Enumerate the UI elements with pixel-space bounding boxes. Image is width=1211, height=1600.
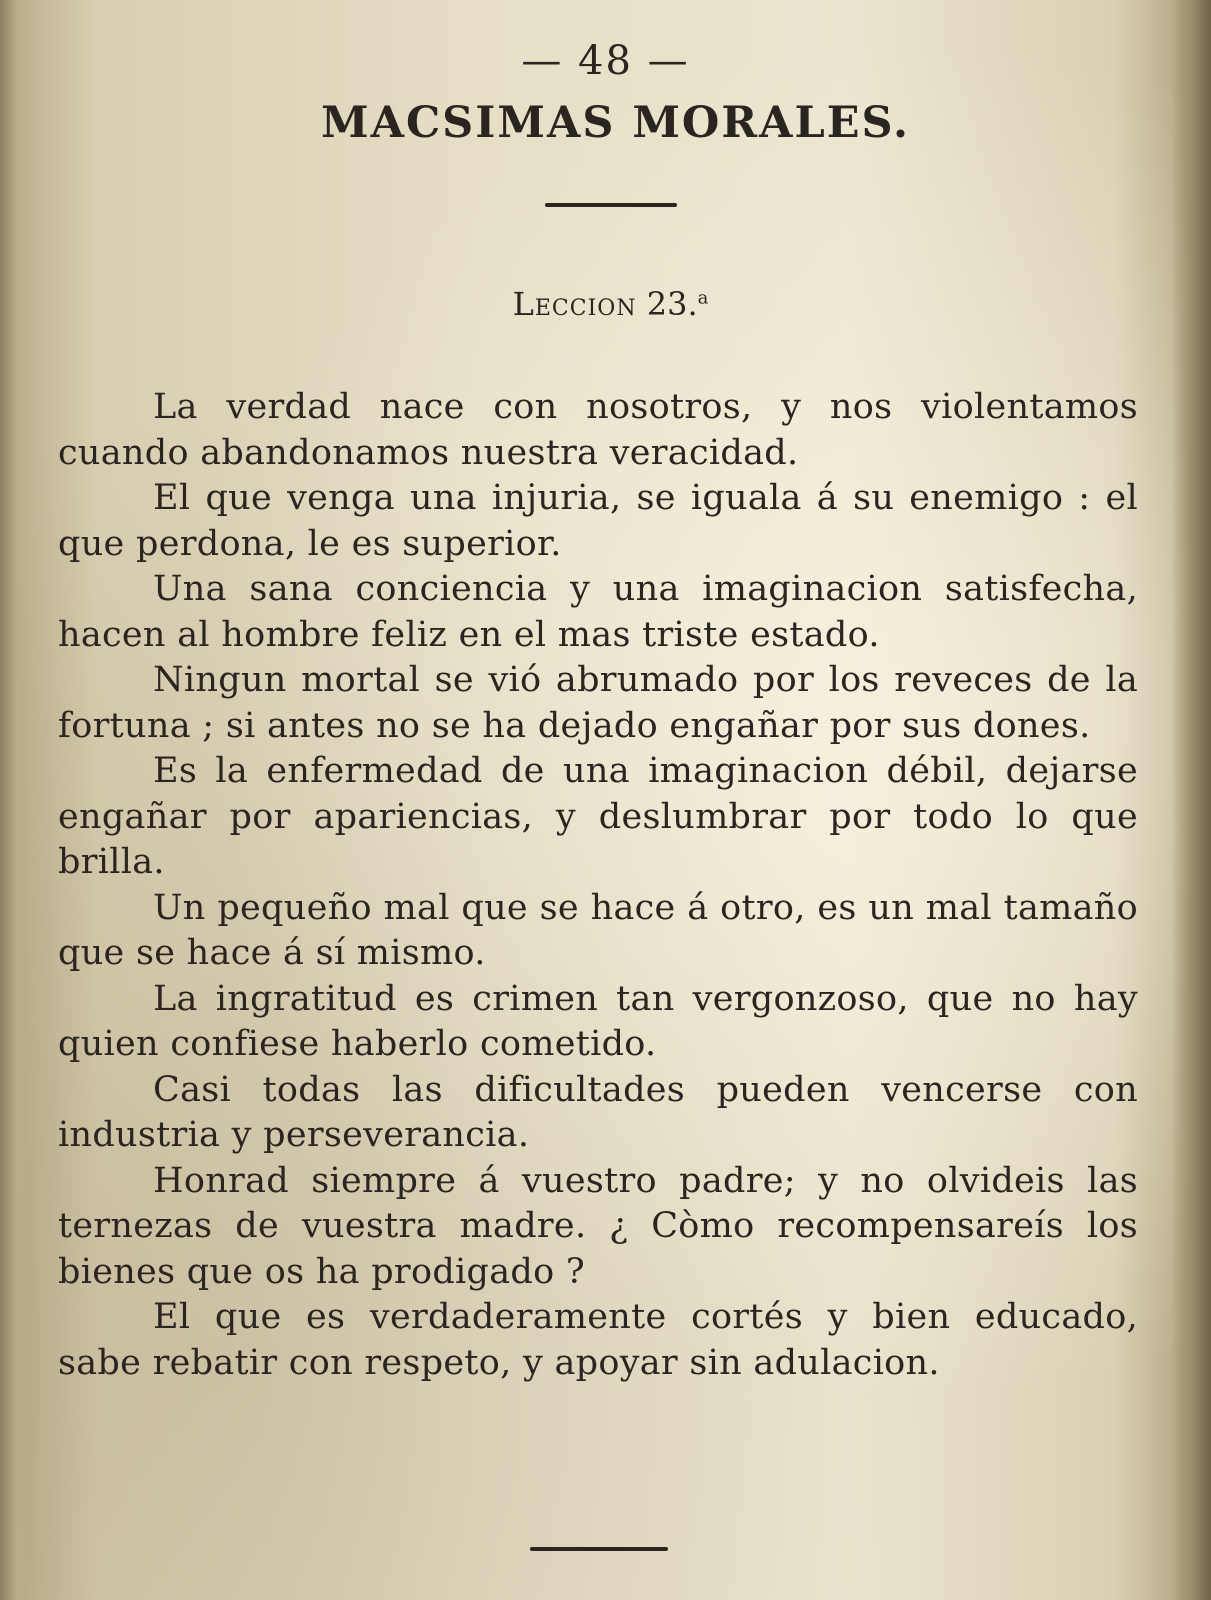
lesson-heading (0, 285, 1211, 323)
page-title: MACSIMAS MORALES. (321, 98, 910, 148)
maxims-text (58, 385, 1138, 1386)
maxim-paragraph: Ningun mortal se vió abrumado por los reveces de la fortuna ; si antes no se ha dejado engañar por sus dones. (58, 660, 1138, 746)
page-left-edge (0, 0, 28, 1600)
maxim-paragraph: El que es verdaderamente cortés y bien educado, sabe rebatir con respeto, y apoyar sin adulacion. (58, 1297, 1138, 1383)
end-divider (530, 1547, 668, 1551)
maxim-paragraph: Honrad siempre á vuestro padre; y no olvideis las ternezas de vuestra madre. ¿ Còmo recompensareís los bienes que os ha prodigado ? (58, 1160, 1138, 1292)
maxim-paragraph: Un pequeño mal que se hace á otro, es un mal tamaño que se hace á sí mismo. (58, 887, 1138, 973)
maxim-paragraph: Es la enfermedad de una imaginacion débil, dejarse engañar por apariencias, y deslumbrar por todo lo que brilla. (58, 751, 1138, 882)
lesson-number: 23. (646, 285, 698, 323)
maxim-paragraph: El que venga una injuria, se iguala á su enemigo : el que perdona, le es superior. (58, 478, 1138, 564)
page-right-edge (1171, 0, 1211, 1600)
maxim-paragraph: La ingratitud es crimen tan vergonzoso, que no hay quien confiese haberlo cometido. (58, 978, 1138, 1064)
page-number: — 48 — (521, 38, 690, 84)
title-divider (545, 203, 677, 207)
maxim-paragraph: La verdad nace con nosotros, y nos violentamos cuando abandonamos nuestra veracidad. (58, 387, 1138, 473)
maxim-paragraph: Casi todas las dificultades pueden vencerse con industria y perseverancia. (58, 1069, 1138, 1155)
lesson-word: Leccion (512, 285, 637, 323)
maxim-paragraph: Una sana conciencia y una imaginacion satisfecha, hacen al hombre feliz en el mas triste estado. (58, 569, 1138, 655)
lesson-superscript: a (697, 287, 709, 309)
